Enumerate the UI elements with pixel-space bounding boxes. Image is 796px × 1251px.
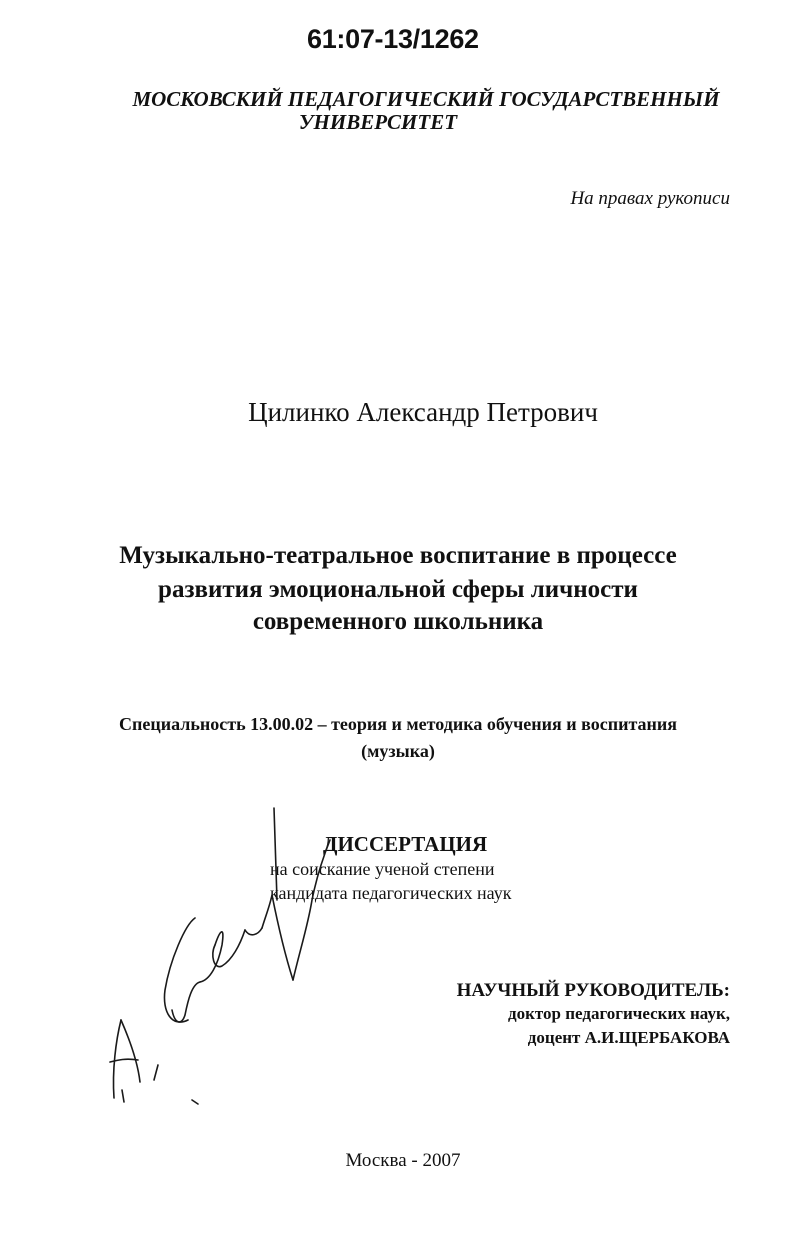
archive-code: 61:07-13/1262	[307, 24, 479, 54]
university-name-line2: УНИВЕРСИТЕТ	[298, 110, 458, 134]
city-year: Москва - 2007	[345, 1150, 461, 1171]
dissertation-degree-line2: кандидата педагогических наук	[270, 883, 512, 903]
specialty-line1: Специальность 13.00.02 – теория и методика обучения и воспитания	[118, 714, 677, 734]
thesis-title-line3: современного школьника	[252, 608, 544, 635]
author-name: Цилинко Александр Петрович	[248, 397, 598, 427]
dissertation-degree-line1: на соискание ученой степени	[270, 859, 495, 879]
supervisor-heading: НАУЧНЫЙ РУКОВОДИТЕЛЬ:	[456, 980, 730, 1001]
specialty-line2: (музыка)	[361, 741, 435, 761]
supervisor-degree: доктор педагогических наук,	[508, 1004, 730, 1023]
supervisor-name: доцент А.И.ЩЕРБАКОВА	[527, 1028, 730, 1047]
dissertation-heading: ДИССЕРТАЦИЯ	[323, 832, 488, 856]
manuscript-rights-note: На правах рукописи	[570, 188, 730, 209]
thesis-title-line1: Музыкально-театральное воспитание в процессе	[119, 542, 677, 569]
university-name-line1: МОСКОВСКИЙ ПЕДАГОГИЧЕСКИЙ ГОСУДАРСТВЕННЫЙ	[132, 87, 720, 111]
thesis-title-line2: развития эмоциональной сферы личности	[158, 576, 638, 603]
